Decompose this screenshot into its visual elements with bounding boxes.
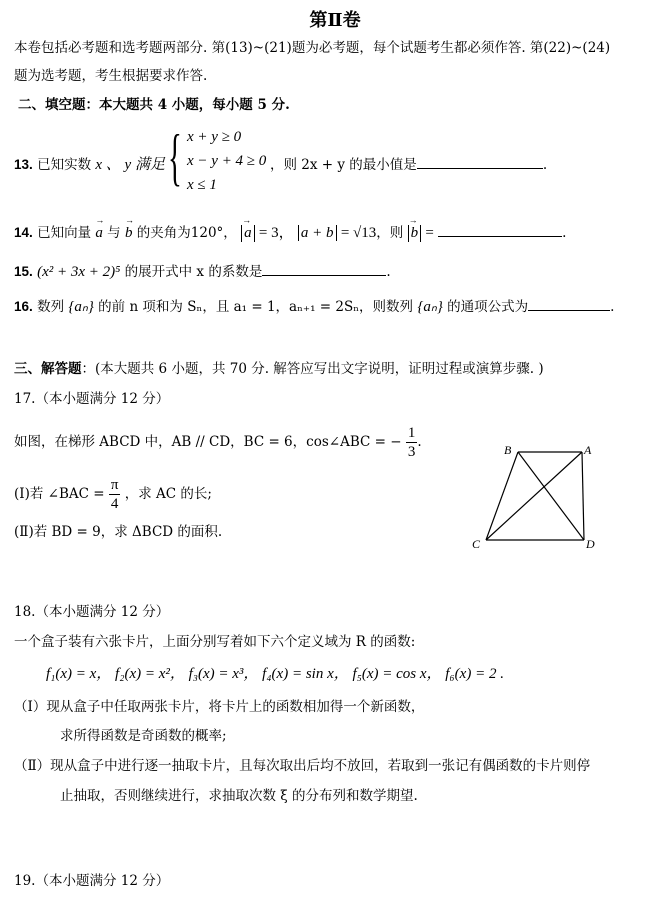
q17-frac-den: 3 [407, 444, 416, 460]
q15-end: . [386, 264, 391, 280]
q15-expression: (x² + 3x + 2)⁵ [37, 264, 121, 280]
q18-part2b: 止抽取，否则继续进行，求抽取次数 ξ 的分布列和数学期望. [60, 788, 418, 804]
q18-part1a: （Ⅰ）现从盒子中任取两张卡片，将卡片上的函数相加得一个新函数， [14, 699, 425, 715]
question-15 [14, 260, 391, 281]
diagonal-bd [518, 452, 584, 540]
q15-text: 的展开式中 x 的系数是 [124, 264, 263, 280]
q17-p1-num: π [110, 477, 119, 493]
page-title: 第Ⅱ卷 [309, 10, 361, 31]
q14-text-b: 的夹角为120°， [136, 225, 237, 241]
q14-number: 14. [14, 225, 33, 240]
q14-then: ，则 [376, 225, 404, 241]
q14-abs-a: → a [241, 225, 255, 242]
q14-and: 与 [107, 225, 121, 241]
q16-number: 16. [14, 299, 33, 314]
q17-part1-post: ，求 AC 的长; [124, 486, 212, 502]
edge-ad [582, 452, 584, 540]
q16-text3: 的通项公式为 [447, 299, 529, 315]
q13-answer-blank[interactable] [417, 154, 543, 169]
label-d: D [586, 537, 595, 551]
question-13 [14, 153, 165, 174]
q19-header: 19.（本小题满分 12 分） [14, 873, 170, 889]
q13-constraint-2: x − y + 4 ≥ 0 [187, 153, 267, 169]
question-16 [14, 295, 614, 316]
q17-frac-num: 1 [407, 425, 416, 441]
q14-answer-blank[interactable] [438, 222, 562, 237]
q18-header: 18.（本小题满分 12 分） [14, 604, 170, 620]
q14-abs-ab: a + b [298, 225, 337, 241]
q17-line1 [14, 424, 422, 461]
q14-vector-b: → b [125, 225, 133, 242]
label-b: B [504, 443, 512, 457]
q18-line1: 一个盒子装有六张卡片，上面分别写着如下六个定义域为 R 的函数: [14, 634, 416, 650]
edge-bc [486, 452, 518, 540]
intro-line-1: 本卷包括必考题和选考题两部分. 第(13)~(21)题为必考题，每个试题考生都必须作答. 第(22)~(24) [14, 40, 611, 56]
q14-end: . [562, 225, 567, 241]
q14-abs-b: → b [408, 225, 422, 242]
q13-question-text: ，则 2x + y 的最小值是 [270, 157, 417, 173]
q13-vars: x 、 y 满足 [95, 157, 165, 173]
q17-part1-fraction [109, 476, 121, 513]
q14-vector-a: → a [95, 225, 103, 242]
q17-line1-end: . [417, 434, 422, 450]
question-14 [14, 221, 566, 242]
q13-post [270, 153, 547, 173]
label-c: C [472, 537, 481, 551]
q18-part2a: （Ⅱ）现从盒子中进行逐一抽取卡片，且每次取出后均不放回，若取到一张记有偶函数的卡片则停 [14, 758, 591, 774]
q17-part1 [14, 476, 212, 513]
q17-part2: (Ⅱ)若 BD = 9，求 ΔBCD 的面积. [14, 524, 223, 540]
q14-eq-sqrt: = √13 [340, 225, 377, 241]
q14-eq: = [425, 225, 434, 241]
q13-number: 13. [14, 157, 33, 172]
q13-constraint-3: x ≤ 1 [187, 177, 217, 193]
q17-given: 如图，在梯形 ABCD 中，AB // CD，BC = 6，cos∠ABC = − [14, 434, 402, 450]
section3-heading-line [14, 357, 544, 377]
q18-functions: f₁(x) = x， f₂(x) = x²， f₃(x) = x³， f₄(x) = sin x， f₅(x) = cos x， f₆(x) = 2 . [46, 666, 504, 682]
q13-system-brace: { [168, 121, 182, 192]
section2-heading: 二、填空题：本大题共 4 小题，每小题 5 分. [18, 97, 290, 113]
q17-header: 17.（本小题满分 12 分） [14, 391, 170, 407]
trapezoid-figure [466, 440, 602, 552]
intro-line-2: 题为选考题，考生根据要求作答. [14, 68, 208, 84]
q15-answer-blank[interactable] [262, 261, 386, 276]
section3-heading: 三、解答题 [14, 361, 82, 377]
q16-text2: 的前 n 项和为 Sₙ，且 a₁ = 1，aₙ₊₁ = 2Sₙ，则数列 [98, 299, 414, 315]
q18-part1b: 求所得函数是奇函数的概率; [60, 728, 227, 744]
diagonal-ac [486, 452, 582, 540]
q13-constraint-1: x + y ≥ 0 [187, 129, 242, 145]
q16-seq1: {aₙ} [68, 299, 94, 315]
q13-end: . [542, 157, 548, 173]
q13-pre: 已知实数 [37, 157, 92, 173]
q16-answer-blank[interactable] [528, 296, 610, 311]
q17-fraction [406, 424, 418, 461]
q16-seq2: {aₙ} [417, 299, 443, 315]
label-a: A [584, 443, 592, 457]
q14-text-a: 已知向量 [37, 225, 92, 241]
q16-end: . [610, 299, 615, 315]
q17-part1-pre: (Ⅰ)若 ∠BAC = [14, 486, 105, 502]
q14-eq3: = 3， [258, 225, 294, 241]
q16-text1: 数列 [37, 299, 65, 315]
q17-p1-den: 4 [110, 496, 119, 512]
section3-text: ：(本大题共 6 小题，共 70 分. 解答应写出文字说明，证明过程或演算步骤. ) [81, 361, 544, 377]
q15-number: 15. [14, 264, 33, 279]
